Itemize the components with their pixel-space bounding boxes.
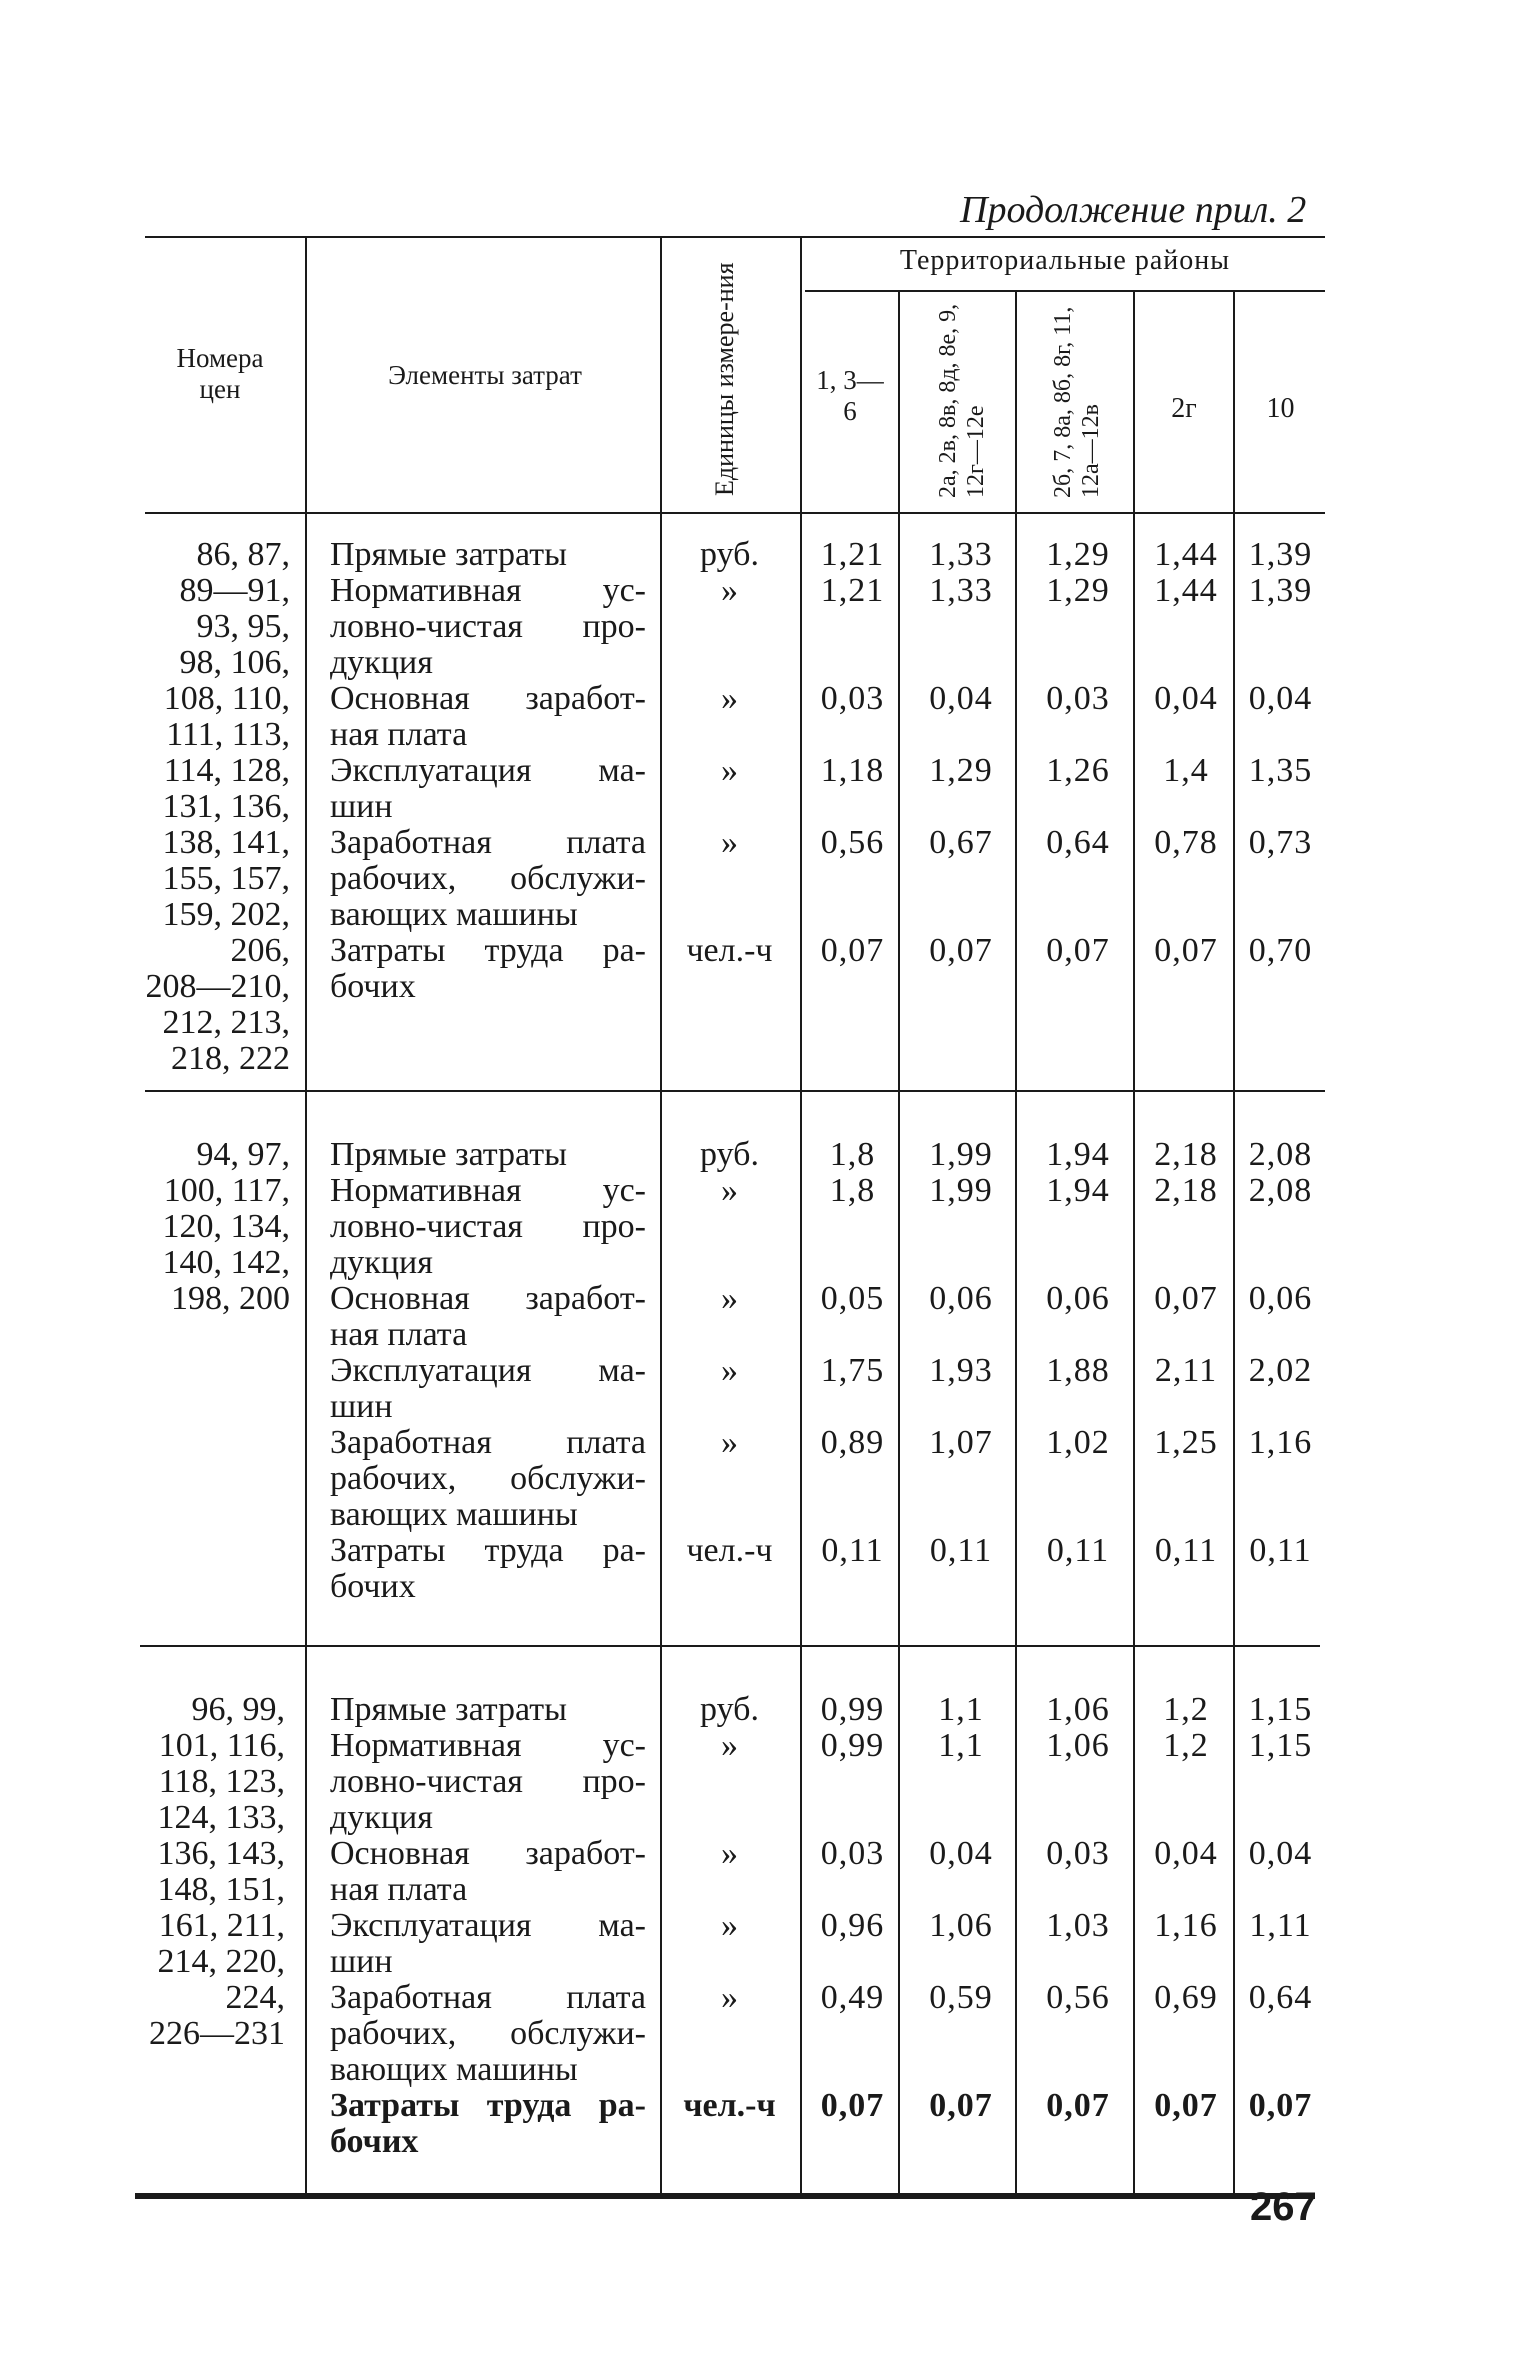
- value-cell: 1,8: [829, 1136, 876, 1173]
- value-cell: 1,39: [1248, 536, 1313, 573]
- value-cell: 0,04: [1248, 680, 1313, 717]
- header-col-3: 2б, 7, 8а, 8б, 8г, 11, 12а—12в: [1050, 306, 1104, 498]
- cost-element: [330, 1980, 646, 2088]
- cost-element: [330, 933, 646, 1005]
- value-cell: 0,64: [1248, 1979, 1313, 2016]
- cost-element-line: вающих машины: [330, 2052, 578, 2088]
- cost-element-line: дукция: [330, 1800, 433, 1836]
- cost-element-line: Основная заработ-: [330, 1281, 646, 1317]
- value-cell: 1,33: [929, 572, 993, 609]
- unit-cell: руб.: [700, 1136, 759, 1173]
- cost-element-line: Нормативная ус-: [330, 1728, 646, 1764]
- value-cell: 1,25: [1154, 1424, 1218, 1461]
- cost-element: [330, 1692, 646, 1728]
- value-cell: 0,07: [1046, 932, 1110, 969]
- price-numbers: 94, 97, 100, 117, 120, 134, 140, 142, 198, 200: [162, 1136, 290, 1317]
- value-cell: 1,16: [1154, 1907, 1218, 1944]
- cost-element-line: ловно-чистая про-: [330, 609, 646, 645]
- value-cell: 0,07: [1154, 932, 1218, 969]
- cost-element: [330, 2088, 646, 2160]
- value-cell: 1,44: [1154, 536, 1218, 573]
- cost-element: [330, 1281, 646, 1353]
- value-cell: 0,06: [1248, 1280, 1313, 1317]
- cost-element-line: ная плата: [330, 1317, 468, 1353]
- value-cell: 2,08: [1248, 1172, 1313, 1209]
- value-cell: 0,07: [1154, 1280, 1218, 1317]
- value-cell: 0,70: [1248, 932, 1313, 969]
- cost-element-line: Заработная плата: [330, 1980, 646, 2016]
- cost-element-line: ная плата: [330, 717, 468, 753]
- header-units: Единицы измере-ния: [710, 262, 739, 496]
- cost-element: [330, 1908, 646, 1980]
- value-cell: 1,15: [1248, 1691, 1313, 1728]
- value-cell: 1,2: [1163, 1727, 1209, 1764]
- value-cell: 1,1: [938, 1691, 984, 1728]
- value-cell: 2,18: [1154, 1172, 1218, 1209]
- cost-element-line: шин: [330, 1389, 393, 1425]
- cost-element: [330, 753, 646, 825]
- unit-cell: руб.: [700, 536, 759, 573]
- cost-element: [330, 825, 646, 933]
- cost-element-line: шин: [330, 1944, 393, 1980]
- value-cell: 0,04: [929, 680, 993, 717]
- cost-element: [330, 681, 646, 753]
- value-cell: 1,02: [1046, 1424, 1110, 1461]
- cost-element-line: Затраты труда ра-: [330, 1533, 646, 1569]
- value-cell: 0,07: [820, 2087, 885, 2124]
- cost-element: [330, 1836, 646, 1908]
- rule-section-1: [145, 1090, 1325, 1092]
- header-col-1: 1, 3—6: [816, 365, 884, 427]
- cost-element: [330, 1353, 646, 1425]
- value-cell: 0,11: [1154, 1532, 1218, 1569]
- value-cell: 0,11: [1046, 1532, 1110, 1569]
- value-cell: 1,8: [829, 1172, 876, 1209]
- value-cell: 1,2: [1163, 1691, 1209, 1728]
- unit-cell: »: [721, 824, 738, 861]
- value-cell: 1,21: [820, 536, 885, 573]
- unit-cell: »: [721, 1979, 738, 2016]
- rule-section-2: [140, 1645, 1320, 1647]
- value-cell: 1,1: [938, 1727, 984, 1764]
- value-cell: 1,35: [1248, 752, 1313, 789]
- unit-cell: »: [721, 1424, 738, 1461]
- table-caption: Продолжение прил. 2: [960, 189, 1307, 231]
- cost-element-line: рабочих, обслужи-: [330, 1461, 646, 1497]
- value-cell: 1,11: [1249, 1907, 1312, 1944]
- header-codes: Номера цен: [176, 343, 264, 405]
- cost-element-line: ловно-чистая про-: [330, 1209, 646, 1245]
- value-cell: 0,03: [820, 680, 885, 717]
- value-cell: 0,73: [1248, 824, 1313, 861]
- value-cell: 1,94: [1046, 1172, 1110, 1209]
- value-cell: 1,75: [820, 1352, 885, 1389]
- cost-element-line: Основная заработ-: [330, 681, 646, 717]
- rule-regions: [805, 290, 1325, 292]
- value-cell: 2,08: [1248, 1136, 1313, 1173]
- value-cell: 0,11: [929, 1532, 993, 1569]
- value-cell: 1,29: [1046, 572, 1110, 609]
- cost-element-line: Заработная плата: [330, 1425, 646, 1461]
- cost-element-line: бочих: [330, 969, 416, 1005]
- value-cell: 0,06: [929, 1280, 993, 1317]
- value-cell: 0,03: [820, 1835, 885, 1872]
- cost-element-line: ловно-чистая про-: [330, 1764, 646, 1800]
- cost-element-line: бочих: [330, 2124, 419, 2160]
- unit-cell: »: [721, 752, 738, 789]
- value-cell: 0,07: [929, 932, 993, 969]
- value-cell: 1,16: [1248, 1424, 1313, 1461]
- col-rule-codes: [305, 236, 307, 2193]
- value-cell: 1,4: [1163, 752, 1209, 789]
- value-cell: 0,03: [1046, 680, 1110, 717]
- unit-cell: »: [721, 680, 738, 717]
- value-cell: 1,07: [929, 1424, 993, 1461]
- value-cell: 0,56: [1046, 1979, 1110, 2016]
- header-col-5: 10: [1266, 393, 1295, 424]
- unit-cell: »: [721, 572, 738, 609]
- value-cell: 1,18: [820, 752, 885, 789]
- value-cell: 0,69: [1154, 1979, 1218, 2016]
- cost-element-line: Нормативная ус-: [330, 1173, 646, 1209]
- cost-element: [330, 1425, 646, 1533]
- unit-cell: »: [721, 1907, 738, 1944]
- value-cell: 1,06: [1046, 1691, 1110, 1728]
- header-elements: Элементы затрат: [388, 360, 582, 390]
- cost-element-line: вающих машины: [330, 1497, 578, 1533]
- cost-element-line: бочих: [330, 1569, 416, 1605]
- cost-element-line: Основная заработ-: [330, 1836, 646, 1872]
- cost-element: [330, 573, 646, 681]
- value-cell: 0,07: [1248, 2087, 1313, 2124]
- unit-cell: »: [721, 1172, 738, 1209]
- value-cell: 0,07: [1046, 2087, 1110, 2124]
- unit-cell: »: [721, 1352, 738, 1389]
- value-cell: 0,67: [929, 824, 993, 861]
- cost-element: [330, 1173, 646, 1281]
- value-cell: 0,78: [1154, 824, 1218, 861]
- rule-top: [145, 236, 1325, 238]
- value-cell: 2,02: [1248, 1352, 1313, 1389]
- value-cell: 1,21: [820, 572, 885, 609]
- value-cell: 2,11: [1154, 1352, 1218, 1389]
- unit-cell: »: [721, 1727, 738, 1764]
- value-cell: 0,04: [1154, 1835, 1218, 1872]
- rule-bottom: [135, 2193, 1315, 2199]
- unit-cell: »: [721, 1280, 738, 1317]
- value-cell: 1,33: [929, 536, 993, 573]
- cost-element-line: Затраты труда ра-: [330, 2088, 646, 2124]
- cost-element-line: рабочих, обслужи-: [330, 861, 646, 897]
- cost-element-line: Эксплуатация ма-: [330, 1908, 646, 1944]
- value-cell: 1,06: [929, 1907, 993, 1944]
- cost-element-line: дукция: [330, 645, 433, 681]
- value-cell: 0,03: [1046, 1835, 1110, 1872]
- value-cell: 1,94: [1046, 1136, 1110, 1173]
- header-col-2: 2а, 2в, 8в, 8д, 8е, 9, 12г—12е: [935, 303, 989, 498]
- value-cell: 1,93: [929, 1352, 993, 1389]
- value-cell: 1,44: [1154, 572, 1218, 609]
- value-cell: 0,99: [820, 1691, 885, 1728]
- unit-cell: чел.-ч: [683, 2087, 776, 2124]
- cost-element-line: Прямые затраты: [330, 537, 567, 573]
- value-cell: 2,18: [1154, 1136, 1218, 1173]
- value-cell: 0,89: [820, 1424, 885, 1461]
- value-cell: 1,39: [1248, 572, 1313, 609]
- cost-element-line: шин: [330, 789, 393, 825]
- page-number: 267: [1250, 2185, 1317, 2229]
- rule-header-bottom: [145, 512, 1325, 514]
- value-cell: 0,04: [929, 1835, 993, 1872]
- value-cell: 0,04: [1248, 1835, 1313, 1872]
- value-cell: 1,15: [1248, 1727, 1313, 1764]
- value-cell: 0,59: [929, 1979, 993, 2016]
- cost-element-line: вающих машины: [330, 897, 578, 933]
- unit-cell: чел.-ч: [686, 932, 773, 969]
- unit-cell: »: [721, 1835, 738, 1872]
- cost-element: [330, 1137, 646, 1173]
- value-cell: 0,07: [1154, 2087, 1218, 2124]
- value-cell: 0,99: [820, 1727, 885, 1764]
- header-col-4: 2г: [1171, 393, 1197, 424]
- price-numbers: 86, 87, 89—91, 93, 95, 98, 106, 108, 110, 111, 113, 114, 128, 131, 136, 138, 141, 155, 157, 159, 202, 206, 208—210, 212, 213, 218, 222: [145, 536, 290, 1077]
- value-cell: 0,07: [929, 2087, 993, 2124]
- cost-element-line: Прямые затраты: [330, 1137, 567, 1173]
- value-cell: 1,99: [929, 1172, 993, 1209]
- unit-cell: чел.-ч: [686, 1532, 773, 1569]
- value-cell: 0,11: [821, 1532, 884, 1569]
- value-cell: 1,26: [1046, 752, 1110, 789]
- value-cell: 1,99: [929, 1136, 993, 1173]
- value-cell: 0,64: [1046, 824, 1110, 861]
- cost-element-line: дукция: [330, 1245, 433, 1281]
- cost-element-line: Нормативная ус-: [330, 573, 646, 609]
- value-cell: 0,96: [820, 1907, 885, 1944]
- cost-element-line: Эксплуатация ма-: [330, 753, 646, 789]
- cost-element-line: Затраты труда ра-: [330, 933, 646, 969]
- value-cell: 1,29: [929, 752, 993, 789]
- value-cell: 0,49: [820, 1979, 885, 2016]
- col-rule-units: [800, 236, 802, 2193]
- value-cell: 1,88: [1046, 1352, 1110, 1389]
- value-cell: 1,03: [1046, 1907, 1110, 1944]
- cost-element-line: Заработная плата: [330, 825, 646, 861]
- value-cell: 0,05: [820, 1280, 885, 1317]
- cost-element-line: ная плата: [330, 1872, 468, 1908]
- value-cell: 0,56: [820, 824, 885, 861]
- cost-element-line: Прямые затраты: [330, 1692, 567, 1728]
- price-numbers: 96, 99, 101, 116, 118, 123, 124, 133, 136, 143, 148, 151, 161, 211, 214, 220, 224, 226—231: [149, 1691, 285, 2052]
- value-cell: 0,04: [1154, 680, 1218, 717]
- value-cell: 0,11: [1249, 1532, 1312, 1569]
- unit-cell: руб.: [700, 1691, 759, 1728]
- value-cell: 0,07: [820, 932, 885, 969]
- header-regions: Территориальные районы: [899, 245, 1231, 276]
- cost-element-line: Эксплуатация ма-: [330, 1353, 646, 1389]
- value-cell: 0,06: [1046, 1280, 1110, 1317]
- cost-element-line: рабочих, обслужи-: [330, 2016, 646, 2052]
- cost-element: [330, 537, 646, 573]
- cost-element: [330, 1728, 646, 1836]
- col-rule-elements: [660, 236, 662, 2193]
- value-cell: 1,29: [1046, 536, 1110, 573]
- cost-element: [330, 1533, 646, 1605]
- value-cell: 1,06: [1046, 1727, 1110, 1764]
